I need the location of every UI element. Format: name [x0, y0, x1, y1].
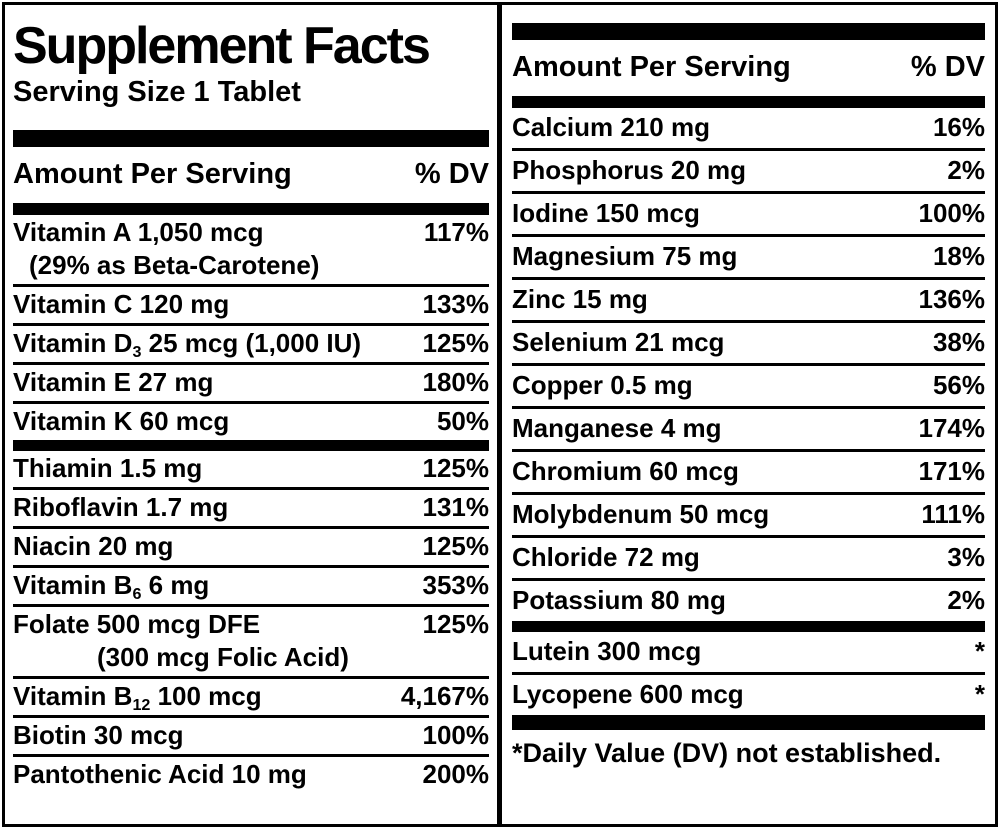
percent-dv-header: % DV	[910, 51, 985, 83]
table-row	[13, 526, 489, 565]
table-row	[13, 487, 489, 526]
dv-value: 4,167%	[400, 681, 489, 712]
dv-value: *	[974, 679, 985, 709]
row-line	[13, 718, 489, 754]
row-line	[13, 326, 489, 362]
row-line	[13, 365, 489, 401]
dv-value: 56%	[932, 370, 985, 400]
dv-value: 18%	[932, 241, 985, 271]
dv-value: 3%	[947, 542, 985, 572]
row-line	[13, 757, 489, 793]
dv-value: 200%	[422, 759, 489, 790]
section-bar	[512, 621, 985, 632]
nutrient-label: Calcium 210 mg	[512, 112, 710, 142]
dv-value: 125%	[422, 531, 489, 562]
serving-size: Serving Size 1 Tablet	[13, 75, 301, 108]
nutrient-label: Pantothenic Acid 10 mg	[13, 759, 307, 790]
nutrient-label: Potassium 80 mg	[512, 585, 726, 615]
row-line	[512, 581, 985, 621]
dv-value: 174%	[918, 413, 985, 443]
dv-value: 125%	[422, 609, 489, 640]
nutrient-label: Vitamin C 120 mg	[13, 289, 230, 320]
table-row	[512, 363, 985, 406]
table-row	[13, 323, 489, 362]
table-row	[512, 277, 985, 320]
dv-value: 125%	[422, 328, 489, 359]
nutrient-label: Molybdenum 50 mcg	[512, 499, 770, 529]
dv-value: 136%	[918, 284, 985, 314]
row-line	[512, 538, 985, 578]
row-line	[13, 451, 489, 487]
row-line	[512, 194, 985, 234]
table-row	[512, 492, 985, 535]
table-row	[13, 401, 489, 440]
subscript: 3	[132, 342, 142, 361]
header-row	[512, 40, 985, 96]
table-row	[512, 148, 985, 191]
dv-value: 133%	[422, 289, 489, 320]
dv-value: 131%	[422, 492, 489, 523]
table-row	[13, 715, 489, 754]
right-column	[502, 5, 995, 824]
table-row	[512, 578, 985, 621]
table-row	[512, 449, 985, 492]
header-row	[13, 147, 489, 203]
footnote: *Daily Value (DV) not established.	[512, 738, 942, 768]
nutrient-label: Folate 500 mcg DFE	[13, 609, 261, 640]
nutrient-label: Copper 0.5 mg	[512, 370, 693, 400]
row-line	[512, 108, 985, 148]
nutrient-label: Vitamin E 27 mg	[13, 367, 214, 398]
nutrient-label: Thiamin 1.5 mg	[13, 453, 203, 484]
nutrient-label: Lutein 300 mcg	[512, 636, 702, 666]
table-row	[13, 754, 489, 793]
row-line	[512, 409, 985, 449]
table-row	[512, 632, 985, 672]
dv-value: 16%	[932, 112, 985, 142]
table-row	[13, 565, 489, 604]
row-line	[512, 632, 985, 672]
nutrient-label: Chromium 60 mcg	[512, 456, 739, 486]
table-row	[13, 215, 489, 284]
panel-title: Supplement Facts	[13, 17, 429, 75]
table-row	[512, 535, 985, 578]
nutrient-label: Magnesium 75 mg	[512, 241, 738, 271]
section-bar	[512, 23, 985, 40]
row-line	[13, 679, 489, 715]
row-line	[512, 280, 985, 320]
row-line	[13, 490, 489, 526]
dv-value: 111%	[921, 499, 985, 529]
table-row	[13, 451, 489, 487]
dv-value: 171%	[918, 456, 985, 486]
section-bar	[512, 96, 985, 108]
supplement-facts-panel	[2, 2, 998, 827]
nutrient-label: Niacin 20 mg	[13, 531, 174, 562]
section-bar	[13, 130, 489, 147]
dv-value: 50%	[436, 406, 489, 437]
nutrient-label: Vitamin $D_3$ 25 mcg (1,000 IU)	[13, 328, 362, 361]
right-nutrient-table	[512, 108, 985, 715]
left-nutrient-table	[13, 215, 489, 793]
amount-per-serving-header: Amount Per Serving	[13, 158, 292, 191]
row-line	[512, 366, 985, 406]
table-row	[512, 234, 985, 277]
row-line	[512, 237, 985, 277]
row-line	[512, 452, 985, 492]
dv-value: 38%	[932, 327, 985, 357]
row-line	[13, 529, 489, 565]
row-line	[512, 495, 985, 535]
row-line	[512, 151, 985, 191]
dv-value: 180%	[422, 367, 489, 398]
row-line	[13, 568, 489, 604]
row-line	[13, 287, 489, 323]
nutrient-label: Zinc 15 mg	[512, 284, 648, 314]
nutrient-label: Riboflavin 1.7 mg	[13, 492, 229, 523]
nutrient-label: Vitamin A 1,050 mcg	[13, 217, 264, 248]
dv-value: 100%	[918, 198, 985, 228]
table-row	[512, 406, 985, 449]
subscript: 12	[132, 695, 151, 714]
table-row	[13, 676, 489, 715]
table-row	[13, 362, 489, 401]
subscript: 6	[132, 584, 142, 603]
nutrient-label: Biotin 30 mcg	[13, 720, 184, 751]
amount-per-serving-header: Amount Per Serving	[512, 51, 791, 83]
section-bar	[512, 715, 985, 730]
nutrient-label: Chloride 72 mg	[512, 542, 700, 572]
dv-value: 2%	[947, 155, 985, 185]
dv-value: 353%	[422, 570, 489, 601]
nutrient-label: Lycopene 600 mcg	[512, 679, 744, 709]
table-row	[13, 604, 489, 676]
table-row	[512, 108, 985, 148]
table-row	[512, 191, 985, 234]
table-row	[512, 320, 985, 363]
nutrient-label: Iodine 150 mcg	[512, 198, 700, 228]
dv-value: *	[974, 636, 985, 666]
dv-value: 125%	[422, 453, 489, 484]
table-row	[13, 284, 489, 323]
dv-value: 117%	[423, 217, 489, 248]
section-bar	[13, 203, 489, 215]
row-line	[13, 215, 489, 251]
row-line	[13, 404, 489, 440]
row-line	[512, 675, 985, 715]
nutrient-label: Vitamin K 60 mcg	[13, 406, 230, 437]
nutrient-label: Vitamin $B_{12}$ 100 mcg	[13, 681, 262, 714]
nutrient-note: (300 mcg Folic Acid)	[97, 642, 349, 673]
dv-value: 2%	[947, 585, 985, 615]
nutrient-label: Vitamin $B_6$ 6 mg	[13, 570, 210, 603]
nutrient-note: (29% as Beta-Carotene)	[29, 250, 320, 281]
percent-dv-header: % DV	[414, 158, 489, 191]
nutrient-label: Phosphorus 20 mg	[512, 155, 747, 185]
nutrient-label: Selenium 21 mcg	[512, 327, 725, 357]
table-row	[512, 672, 985, 715]
nutrient-label: Manganese 4 mg	[512, 413, 722, 443]
section-bar	[13, 440, 489, 451]
row-line	[512, 323, 985, 363]
row-line	[13, 607, 489, 643]
dv-value: 100%	[422, 720, 489, 751]
left-column	[5, 5, 497, 824]
